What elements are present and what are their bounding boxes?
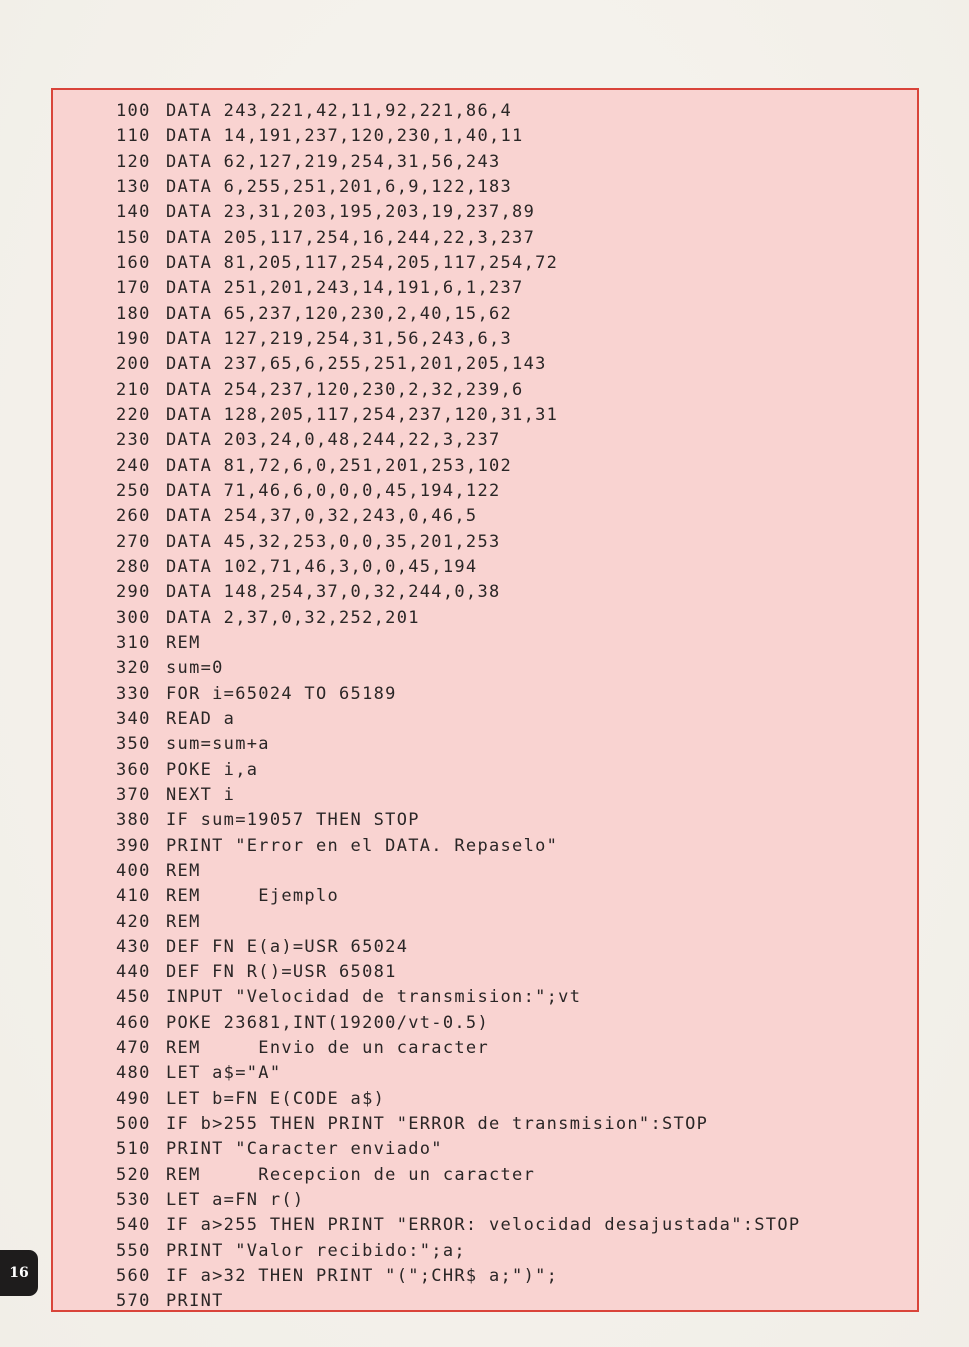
line-statement: REM	[166, 911, 201, 932]
line-statement: DATA 81,205,117,254,205,117,254,72	[166, 252, 559, 273]
line-statement: PRINT "Caracter enviado"	[166, 1139, 443, 1160]
code-line	[116, 884, 800, 909]
line-number: 470	[116, 1038, 151, 1059]
line-statement: PRINT "Valor recibido:";a;	[166, 1240, 466, 1261]
line-statement: REM Ejemplo	[166, 886, 340, 907]
line-number: 560	[116, 1266, 151, 1287]
code-line	[116, 834, 800, 859]
code-line	[116, 150, 800, 175]
line-number: 180	[116, 303, 151, 324]
code-line	[116, 682, 800, 707]
line-statement: IF a>255 THEN PRINT "ERROR: velocidad desajustada":STOP	[166, 1215, 801, 1236]
line-number: 340	[116, 708, 151, 729]
line-number: 420	[116, 911, 151, 932]
line-statement: LET b=FN E(CODE a$)	[166, 1088, 386, 1109]
code-line	[116, 1061, 800, 1086]
line-number: 380	[116, 810, 151, 831]
line-number: 230	[116, 430, 151, 451]
line-number: 360	[116, 759, 151, 780]
line-statement: DATA 6,255,251,201,6,9,122,183	[166, 176, 513, 197]
line-number: 250	[116, 480, 151, 501]
code-line	[116, 783, 800, 808]
line-statement: DATA 23,31,203,195,203,19,237,89	[166, 202, 536, 223]
line-statement: POKE 23681,INT(19200/vt-0.5)	[166, 1012, 489, 1033]
line-number: 510	[116, 1139, 151, 1160]
line-number: 300	[116, 607, 151, 628]
code-line	[116, 302, 800, 327]
line-statement: DEF FN E(a)=USR 65024	[166, 936, 409, 957]
line-statement: LET a$="A"	[166, 1063, 282, 1084]
line-number: 150	[116, 227, 151, 248]
line-statement: DATA 45,32,253,0,0,35,201,253	[166, 531, 501, 552]
code-line	[116, 99, 800, 124]
line-statement: PRINT "Error en el DATA. Repaselo"	[166, 835, 559, 856]
line-number: 390	[116, 835, 151, 856]
line-statement: DATA 243,221,42,11,92,221,86,4	[166, 101, 513, 121]
line-statement: FOR i=65024 TO 65189	[166, 683, 397, 704]
line-number: 220	[116, 404, 151, 425]
line-number: 400	[116, 860, 151, 881]
line-number: 160	[116, 252, 151, 273]
program-listing-box	[51, 88, 919, 1312]
line-number: 310	[116, 632, 151, 653]
line-statement: DATA 205,117,254,16,244,22,3,237	[166, 227, 536, 248]
line-statement: DATA 254,237,120,230,2,32,239,6	[166, 379, 524, 400]
code-line	[116, 808, 800, 833]
line-statement: REM Recepcion de un caracter	[166, 1164, 536, 1185]
line-statement: DATA 203,24,0,48,244,22,3,237	[166, 430, 501, 451]
line-statement: DATA 2,37,0,32,252,201	[166, 607, 420, 628]
code-line	[116, 276, 800, 301]
code-line	[116, 1289, 800, 1314]
code-line	[116, 1264, 800, 1289]
line-statement: READ a	[166, 708, 236, 729]
line-statement: REM	[166, 860, 201, 881]
line-number: 370	[116, 784, 151, 805]
code-line	[116, 1011, 800, 1036]
line-number: 240	[116, 455, 151, 476]
line-number: 520	[116, 1164, 151, 1185]
line-number: 270	[116, 531, 151, 552]
line-statement: DATA 62,127,219,254,31,56,243	[166, 151, 501, 172]
line-statement: DATA 65,237,120,230,2,40,15,62	[166, 303, 513, 324]
code-line	[116, 428, 800, 453]
line-number: 100	[116, 101, 151, 121]
line-statement: NEXT i	[166, 784, 236, 805]
code-line	[116, 1036, 800, 1061]
line-statement: DATA 251,201,243,14,191,6,1,237	[166, 278, 524, 299]
code-line	[116, 1087, 800, 1112]
line-number: 480	[116, 1063, 151, 1084]
code-line	[116, 226, 800, 251]
line-number: 570	[116, 1291, 151, 1312]
page-number-badge: 16	[0, 1250, 38, 1296]
line-number: 140	[116, 202, 151, 223]
code-line	[116, 580, 800, 605]
line-number: 190	[116, 328, 151, 349]
line-statement: REM Envio de un caracter	[166, 1038, 489, 1059]
line-number: 110	[116, 126, 151, 147]
code-line	[116, 732, 800, 757]
line-number: 500	[116, 1114, 151, 1135]
code-line	[116, 631, 800, 656]
code-line	[116, 1137, 800, 1162]
code-line	[116, 656, 800, 681]
code-line	[116, 606, 800, 631]
line-statement: DATA 14,191,237,120,230,1,40,11	[166, 126, 524, 147]
line-statement: DATA 81,72,6,0,251,201,253,102	[166, 455, 513, 476]
line-number: 200	[116, 354, 151, 375]
line-statement: DATA 148,254,37,0,32,244,0,38	[166, 582, 501, 603]
code-line	[116, 479, 800, 504]
line-statement: sum=0	[166, 658, 224, 679]
code-line	[116, 1213, 800, 1238]
line-number: 260	[116, 506, 151, 527]
line-number: 540	[116, 1215, 151, 1236]
line-statement: DATA 102,71,46,3,0,0,45,194	[166, 556, 478, 577]
line-number: 550	[116, 1240, 151, 1261]
code-line	[116, 200, 800, 225]
line-number: 120	[116, 151, 151, 172]
line-statement: DEF FN R()=USR 65081	[166, 962, 397, 983]
code-line	[116, 935, 800, 960]
code-line	[116, 707, 800, 732]
code-line	[116, 1188, 800, 1213]
line-statement: DATA 237,65,6,255,251,201,205,143	[166, 354, 547, 375]
line-statement: LET a=FN r()	[166, 1190, 305, 1211]
code-line	[116, 403, 800, 428]
line-statement: DATA 71,46,6,0,0,0,45,194,122	[166, 480, 501, 501]
line-number: 410	[116, 886, 151, 907]
line-number: 290	[116, 582, 151, 603]
line-number: 130	[116, 176, 151, 197]
code-line	[116, 251, 800, 276]
code-line	[116, 1112, 800, 1137]
line-statement: IF a>32 THEN PRINT "(";CHR$ a;")";	[166, 1266, 559, 1287]
line-number: 330	[116, 683, 151, 704]
code-line	[116, 985, 800, 1010]
line-number: 440	[116, 962, 151, 983]
code-line	[116, 910, 800, 935]
line-statement: DATA 127,219,254,31,56,243,6,3	[166, 328, 513, 349]
line-statement: DATA 254,37,0,32,243,0,46,5	[166, 506, 478, 527]
code-line	[116, 530, 800, 555]
line-statement: IF sum=19057 THEN STOP	[166, 810, 420, 831]
line-number: 170	[116, 278, 151, 299]
line-statement: PRINT	[166, 1291, 224, 1312]
line-number: 210	[116, 379, 151, 400]
line-number: 320	[116, 658, 151, 679]
line-number: 460	[116, 1012, 151, 1033]
line-statement: IF b>255 THEN PRINT "ERROR de transmision":STOP	[166, 1114, 709, 1135]
line-number: 280	[116, 556, 151, 577]
code-line	[116, 859, 800, 884]
code-line	[116, 327, 800, 352]
code-line	[116, 1163, 800, 1188]
code-line	[116, 758, 800, 783]
line-statement: REM	[166, 632, 201, 653]
line-number: 530	[116, 1190, 151, 1211]
line-number: 450	[116, 987, 151, 1008]
code-line	[116, 960, 800, 985]
line-number: 430	[116, 936, 151, 957]
line-statement: POKE i,a	[166, 759, 259, 780]
code-line	[116, 352, 800, 377]
line-statement: sum=sum+a	[166, 734, 270, 755]
line-number: 350	[116, 734, 151, 755]
code-line	[116, 504, 800, 529]
line-number: 490	[116, 1088, 151, 1109]
code-line	[116, 124, 800, 149]
code-line	[116, 378, 800, 403]
code-line	[116, 454, 800, 479]
code-line	[116, 175, 800, 200]
line-statement: INPUT "Velocidad de transmision:";vt	[166, 987, 582, 1008]
program-listing	[116, 99, 800, 1315]
code-line	[116, 555, 800, 580]
code-line	[116, 1239, 800, 1264]
line-statement: DATA 128,205,117,254,237,120,31,31	[166, 404, 559, 425]
